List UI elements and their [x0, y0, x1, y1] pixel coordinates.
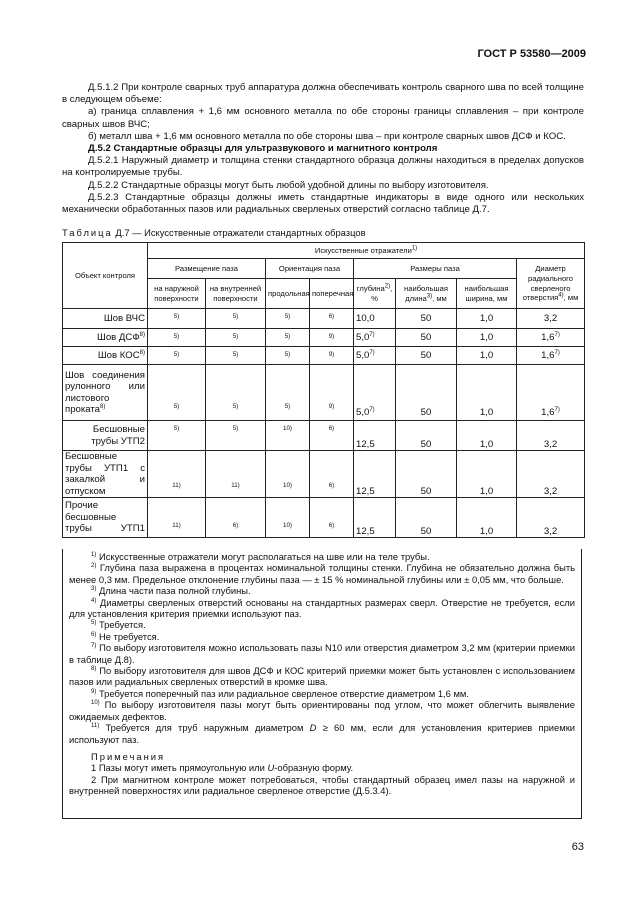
- cell-depth: 5,0$^{7)}$: [354, 347, 396, 365]
- paragraph: а) граница сплавления + 1,6 мм основного металла по обе стороны границы сплавления – при контроле сварных швов ВЧС;: [62, 106, 584, 130]
- paragraph: Д.5.2.3 Стандартные образцы должны иметь стандартные индикаторы в виде одного или нескольких механически обработанных пазов или радиальных сверленых отверстий согласно таблице Д.7.: [62, 191, 584, 216]
- cell-inner: 5): [206, 347, 266, 365]
- table-caption: [62, 227, 366, 238]
- cell-outer: 5): [148, 309, 206, 329]
- table-row: [63, 347, 585, 365]
- header-width: наибольшая ширина, мм: [457, 279, 517, 309]
- cell-width: 1,0: [457, 421, 517, 451]
- cell-longitudinal: 10): [266, 498, 310, 538]
- page-number: 63: [571, 841, 584, 853]
- footnote: $^{3)}$ Длина части паза полной глубины.: [91, 585, 251, 597]
- header-placement: Размещение паза: [148, 259, 266, 279]
- table-row: [63, 329, 585, 347]
- cell-diameter: 3,2: [517, 451, 585, 498]
- footnote: $^{6)}$ Не требуется.: [91, 630, 160, 642]
- header-diameter: Диаметр радиального сверленого отверстия$^{4)}$, мм: [517, 259, 585, 309]
- cell-outer: 5): [148, 329, 206, 347]
- cell-width: 1,0: [457, 329, 517, 347]
- cell-diameter: 3,2: [517, 309, 585, 329]
- footnote: $^{9)}$ Требуется поперечный паз или радиальное сверленое отверстие диаметром 1,6 мм.: [91, 687, 469, 699]
- cell-longitudinal: 5): [266, 309, 310, 329]
- cell-inner: 5): [206, 421, 266, 451]
- footnote: $^{10)}$ По выбору изготовителя пазы могут быть ориентированы под углом, что может облегчить выявление ожидаемых дефектов.: [69, 699, 576, 722]
- table-row: [63, 365, 585, 421]
- footnote: $^{5)}$ Требуется.: [91, 619, 146, 631]
- cell-length: 50: [396, 421, 457, 451]
- table-row: [63, 309, 585, 329]
- cell-length: 50: [396, 498, 457, 538]
- cell-width: 1,0: [457, 347, 517, 365]
- cell-width: 1,0: [457, 309, 517, 329]
- cell-transverse: 9): [310, 347, 354, 365]
- cell-outer: 5): [148, 347, 206, 365]
- cell-transverse: 6): [310, 309, 354, 329]
- footnote: $^{8)}$ По выбору изготовителя для швов ДСФ и КОС критерий приемки может быть установлен с использованием пазов или радиальных сверленых отверстий в кромке шва.: [69, 665, 575, 688]
- header-sizes: Размеры паза: [354, 259, 517, 279]
- cell-depth: 12,5: [354, 451, 396, 498]
- cell-length: 50: [396, 309, 457, 329]
- cell-object: Прочие бесшовные трубы УТП1: [63, 498, 148, 538]
- footnote: $^{4)}$ Диаметры сверленых отверстий основаны на стандартных размерах сверл. Отверстие не требуется, если для установления критерия приемки используют паз.: [69, 596, 576, 620]
- cell-inner: 6): [206, 498, 266, 538]
- header-reflectors: Искусственные отражатели$^{1)}$: [148, 243, 585, 259]
- cell-object: Шов КОС$^{8)}$: [63, 347, 148, 365]
- cell-object: Шов ВЧС: [63, 309, 148, 329]
- document-header: ГОСТ Р 53580—2009: [477, 48, 586, 60]
- header-orientation: Ориентация паза: [266, 259, 354, 279]
- cell-longitudinal: 5): [266, 365, 310, 421]
- header-outer: на наружной поверхности: [148, 279, 206, 309]
- cell-depth: 5,0$^{7)}$: [354, 329, 396, 347]
- note: 1 Пазы могут иметь прямоугольную или U-образную форму.: [91, 762, 354, 774]
- section-heading: [62, 143, 584, 155]
- cell-width: 1,0: [457, 365, 517, 421]
- cell-transverse: 6): [310, 451, 354, 498]
- cell-object: Шов соединения рулонного или листового проката$^{8)}$: [63, 365, 148, 421]
- cell-longitudinal: 5): [266, 347, 310, 365]
- cell-inner: 5): [206, 329, 266, 347]
- cell-depth: 12,5: [354, 421, 396, 451]
- cell-transverse: 6): [310, 498, 354, 538]
- header-inner: на внутренней поверхности: [206, 279, 266, 309]
- notes-title: Примечания: [91, 750, 166, 762]
- header-longitudinal: продольная: [266, 279, 310, 309]
- footnote: $^{7)}$ По выбору изготовителя можно использовать пазы N10 или отверстия диаметром 3,2 мм (критерии приемки в таблице Д.8).: [69, 642, 575, 665]
- cell-length: 50: [396, 365, 457, 421]
- note: 2 При магнитном контроле может потребоваться, чтобы стандартный образец имел пазы на наружной и внутренней поверхностях или радиальное сверленое отверстие (Д.5.3.4).: [69, 773, 575, 797]
- cell-diameter: 1,6$^{7)}$: [517, 365, 585, 421]
- table-row: [63, 451, 585, 498]
- cell-length: 50: [396, 329, 457, 347]
- cell-diameter: 1,6$^{7)}$: [517, 329, 585, 347]
- cell-diameter: 3,2: [517, 421, 585, 451]
- cell-outer: 11): [148, 451, 206, 498]
- cell-length: 50: [396, 347, 457, 365]
- cell-length: 50: [396, 451, 457, 498]
- cell-depth: 10,0: [354, 309, 396, 329]
- header-depth: глубина$^{2)}$, %: [354, 279, 396, 309]
- footnote: $^{11)}$ Требуется для труб наружным диаметром D ≥ 60 мм, если для установления критериев приемки используют паз.: [69, 722, 576, 745]
- cell-transverse: 9): [310, 365, 354, 421]
- cell-longitudinal: 5): [266, 329, 310, 347]
- cell-depth: 12,5: [354, 498, 396, 538]
- footnote: $^{2)}$ Глубина паза выражена в процентах номинальной толщины стенки. Глубина не обязательно должна быть менее 0,3 мм. Предельное отклонение глубины паза — ± 15 % номинальной глубины или ± 0,05 мм, что больше.: [69, 562, 575, 585]
- cell-longitudinal: 10): [266, 421, 310, 451]
- header-length: наибольшая длина$^{3)}$, мм: [396, 279, 457, 309]
- cell-inner: 11): [206, 451, 266, 498]
- cell-depth: 5,0$^{7)}$: [354, 365, 396, 421]
- paragraph: Д.5.2.1 Наружный диаметр и толщина стенки стандартного образца должны находиться в пределах допусков на контролируемые трубы.: [62, 155, 584, 179]
- header-object: Объект контроля: [63, 243, 148, 309]
- section-heading-text: Д.5.2 Стандартные образцы для ультразвукового и магнитного контроля: [88, 143, 438, 155]
- table-row: [63, 498, 585, 538]
- cell-object: Шов ДСФ$^{8)}$: [63, 329, 148, 347]
- footnote: $^{1)}$ Искусственные отражатели могут располагаться на шве или на теле трубы.: [91, 551, 430, 562]
- cell-longitudinal: 10): [266, 451, 310, 498]
- cell-inner: 5): [206, 309, 266, 329]
- table-footnotes: [62, 549, 582, 819]
- body-text: [62, 82, 584, 216]
- paragraph: б) металл шва + 1,6 мм основного металла по обе стороны шва – при контроле сварных швов ДСФ и КОС.: [88, 130, 566, 142]
- cell-outer: 5): [148, 365, 206, 421]
- cell-width: 1,0: [457, 498, 517, 538]
- cell-object: Бесшовные трубы УТП1 с закалкой и отпуском: [63, 451, 148, 498]
- cell-diameter: 1,6$^{7)}$: [517, 347, 585, 365]
- reflectors-table: [62, 242, 585, 538]
- cell-outer: 5): [148, 421, 206, 451]
- cell-transverse: 9): [310, 329, 354, 347]
- table-caption-text: Д.7 — Искусственные отражатели стандартных образцов: [115, 227, 366, 238]
- cell-inner: 5): [206, 365, 266, 421]
- header-transverse: поперечная: [310, 279, 354, 309]
- cell-diameter: 3,2: [517, 498, 585, 538]
- cell-object: Бесшовные трубы УТП2: [63, 421, 148, 451]
- table-caption-word: Таблица: [62, 227, 113, 238]
- cell-outer: 11): [148, 498, 206, 538]
- paragraph: Д.5.1.2 При контроле сварных труб аппаратура должна обеспечивать контроль сварного шва по всей толщине в следующем объеме:: [62, 82, 584, 106]
- paragraph: Д.5.2.2 Стандартные образцы могут быть любой удобной длины по выбору изготовителя.: [88, 179, 489, 191]
- cell-transverse: 6): [310, 421, 354, 451]
- cell-width: 1,0: [457, 451, 517, 498]
- table-row: [63, 421, 585, 451]
